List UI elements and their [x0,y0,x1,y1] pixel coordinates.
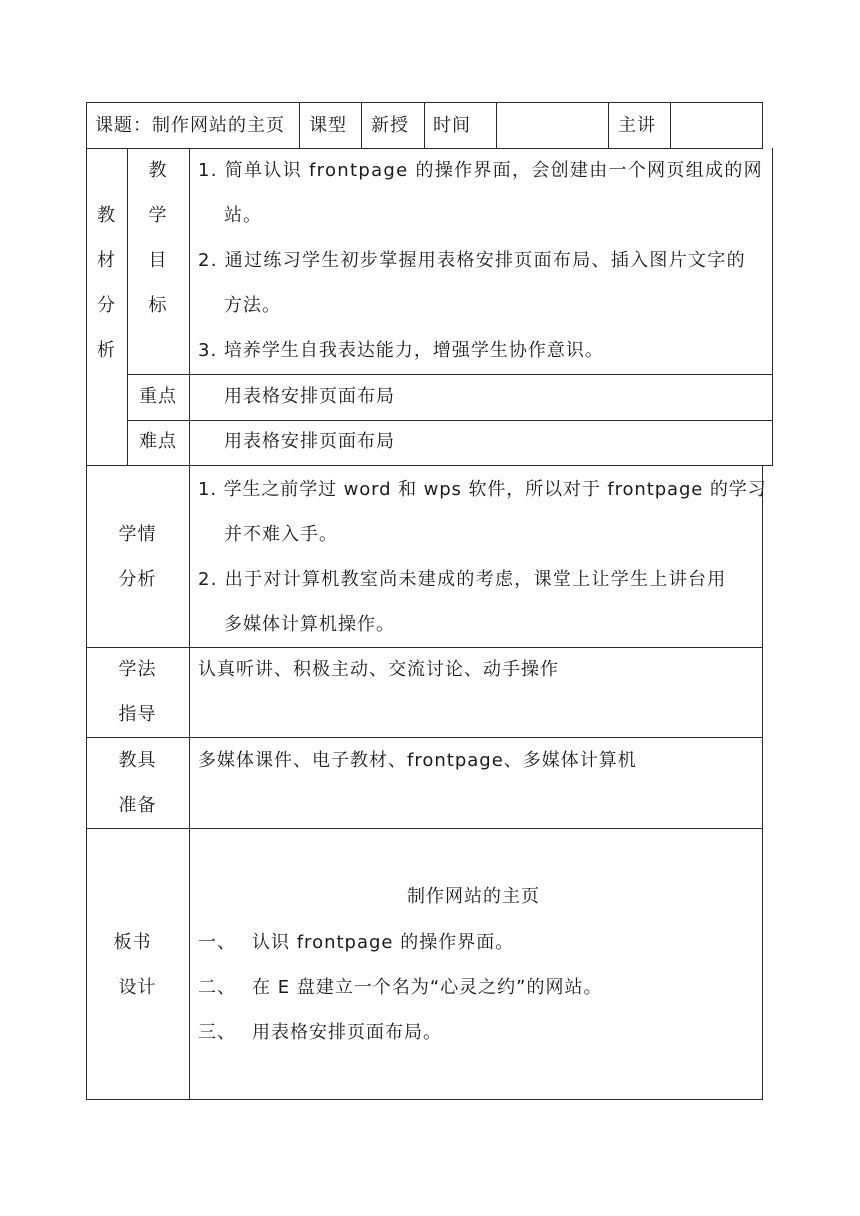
blackboard-item-text: 用表格安排页面布局。 [252,1022,442,1043]
row-divider-keypoint [127,420,773,421]
textbook-label-char: 教 [97,205,116,226]
textbook-label-char: 材 [97,250,116,271]
objective-item-1: 1. 简单认识 frontpage 的操作界面，会创建由一个网页组成的网 [198,160,763,181]
blackboard-item-text: 认识 frontpage 的操作界面。 [252,932,515,953]
table-border-right-header [762,102,763,148]
objectives-label-char: 教 [148,160,168,181]
blackboard-title: 制作网站的主页 [407,886,540,907]
blackboard-label: 板书 [113,932,152,953]
difficulty-value: 用表格安排页面布局 [224,431,395,452]
key-point-value: 用表格安排页面布局 [224,386,395,407]
blackboard-item-num: 三、 [198,1022,236,1043]
content-column-divider [189,148,190,1100]
blackboard-item-num: 二、 [198,977,236,998]
time-label: 时间 [433,115,471,136]
row-divider-header [86,148,763,149]
student-analysis-item-2-cont: 多媒体计算机操作。 [224,614,395,635]
topic-cell: 课题：制作网站的主页 [95,115,285,136]
blackboard-item-text: 在 E 盘建立一个名为“心灵之约”的网站。 [252,977,603,998]
textbook-label-char: 析 [97,340,116,361]
objective-item-2-cont: 方法。 [224,295,281,316]
type-value: 新授 [371,115,409,136]
header-divider-4 [496,102,497,148]
blackboard-item-num: 一、 [198,932,236,953]
row-divider-tools [86,828,763,829]
header-divider-3 [424,102,425,148]
header-divider-1 [299,102,300,148]
blackboard-label: 设计 [118,977,157,998]
header-divider-6 [670,102,671,148]
student-analysis-item-1-cont: 并不难入手。 [224,524,338,545]
teaching-tools-label: 准备 [118,795,157,816]
row-divider-method [86,737,763,738]
table-border-bottom [86,1099,763,1100]
difficulty-label: 难点 [139,431,177,452]
learning-method-label: 学法 [118,659,157,680]
objectives-label-char: 标 [148,295,168,316]
textbook-label-char: 分 [97,295,116,316]
header-divider-2 [361,102,362,148]
table-border-right-lower [762,465,763,1100]
teaching-tools-label: 教具 [118,750,157,771]
objective-item-2: 2. 通过练习学生初步掌握用表格安排页面布局、插入图片文字的 [198,250,746,271]
speaker-label: 主讲 [618,115,656,136]
objective-item-1-cont: 站。 [224,205,262,226]
type-label: 课型 [309,115,347,136]
learning-method-content: 认真听讲、积极主动、交流讨论、动手操作 [198,659,559,680]
student-analysis-label: 分析 [118,569,157,590]
student-analysis-item-2: 2. 出于对计算机教室尚未建成的考虑，课堂上让学生上讲台用 [198,569,727,590]
teaching-tools-content: 多媒体课件、电子教材、frontpage、多媒体计算机 [198,750,637,771]
learning-method-label: 指导 [118,704,157,725]
row-divider-objectives [127,374,773,375]
table-border-right-textbook [772,148,773,466]
header-divider-5 [608,102,609,148]
objective-item-3: 3. 培养学生自我表达能力，增强学生协作意识。 [198,340,604,361]
objectives-label-char: 目 [148,250,168,271]
student-analysis-item-1: 1. 学生之前学过 word 和 wps 软件，所以对于 frontpage 的学习 [198,479,767,500]
student-analysis-label: 学情 [118,524,157,545]
key-point-label: 重点 [139,386,177,407]
objectives-label-char: 学 [148,205,168,226]
row-divider-student [86,647,763,648]
